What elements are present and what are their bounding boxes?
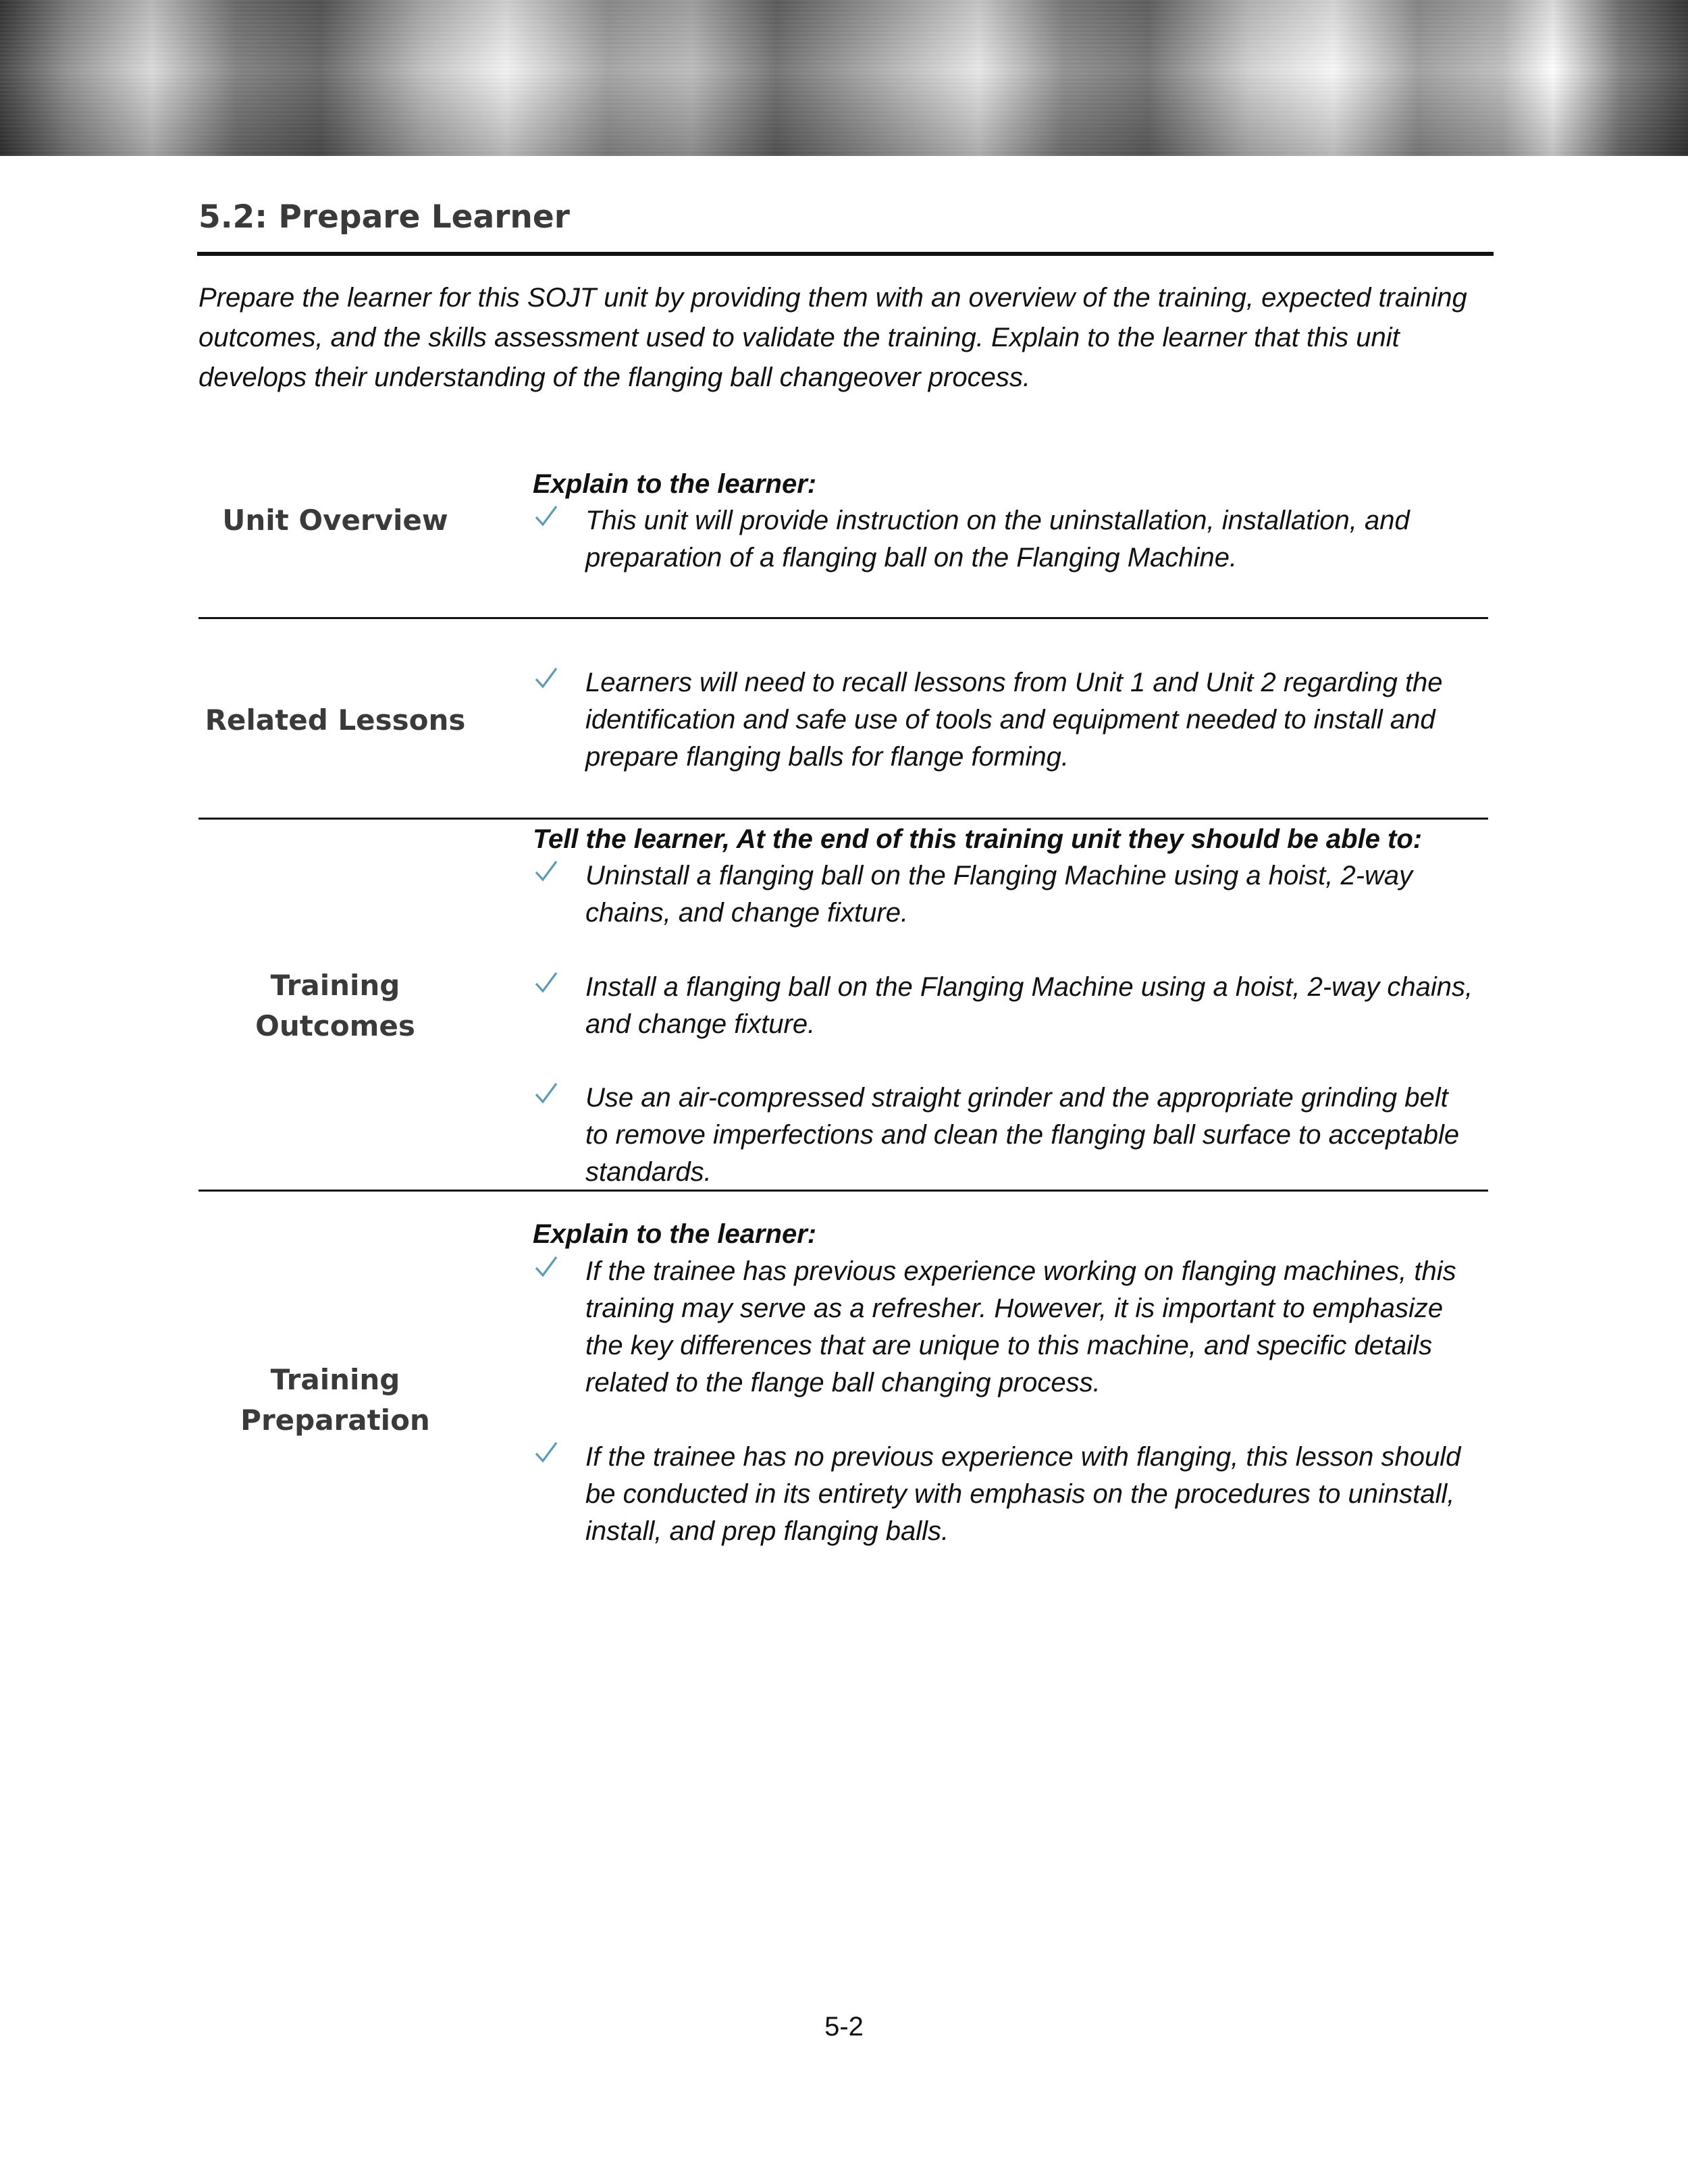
training-preparation-item bbox=[533, 1253, 1478, 1402]
training-preparation-label-line-1: Training bbox=[270, 1363, 400, 1396]
training-outcomes-label-line-2: Outcomes bbox=[255, 1009, 415, 1042]
checkmark-icon bbox=[533, 1253, 560, 1280]
checkmark-icon bbox=[533, 969, 560, 996]
training-preparation-item-text: If the trainee has no previous experience with flanging, this lesson should be conducted in its entirety with emphasis on the procedures to uninstall, install, and prep flanging balls. bbox=[585, 1442, 1461, 1546]
training-outcomes-item-text: Use an air-compressed straight grinder and the appropriate grinding belt to remove imperfections and clean the flanging ball surface to acceptable standards. bbox=[585, 1083, 1460, 1187]
section-divider bbox=[199, 617, 1488, 619]
related-lessons-item-text: Learners will need to recall lessons from Unit 1 and Unit 2 regarding the identification and safe use of tools and equipment needed to install and prepare flanging balls for flange forming. bbox=[585, 668, 1443, 772]
training-outcomes-item-text: Uninstall a flanging ball on the Flanging Machine using a hoist, 2-way chains, and change fixture. bbox=[585, 861, 1413, 928]
related-lessons-label bbox=[199, 700, 472, 741]
training-outcomes-item bbox=[533, 969, 1478, 1043]
checkmark-icon bbox=[533, 664, 560, 691]
training-preparation-heading: Explain to the learner: bbox=[533, 1219, 817, 1249]
training-outcomes-item bbox=[533, 857, 1478, 932]
checkmark-icon bbox=[533, 502, 560, 529]
checkmark-icon bbox=[533, 1439, 560, 1466]
training-preparation-item bbox=[533, 1439, 1478, 1550]
unit-overview-item bbox=[533, 502, 1478, 577]
unit-overview-label bbox=[199, 500, 472, 541]
training-preparation-label bbox=[199, 1360, 472, 1441]
intro-paragraph: Prepare the learner for this SOJT unit by providing them with an overview of the training, expected training outcomes, and the skills assessment used to validate the training. Explain to the learner that this unit develops their understanding of the flanging ball changeover process. bbox=[199, 283, 1467, 392]
checkmark-icon bbox=[533, 1080, 560, 1107]
training-preparation-label-line-2: Preparation bbox=[240, 1404, 430, 1437]
page-title: 5.2: Prepare Learner bbox=[199, 198, 570, 236]
title-rule bbox=[197, 252, 1494, 256]
checkmark-icon bbox=[533, 857, 560, 884]
training-outcomes-label-line-1: Training bbox=[270, 969, 400, 1002]
training-outcomes-label bbox=[199, 965, 472, 1046]
training-outcomes-heading: Tell the learner, At the end of this training unit they should be able to: bbox=[533, 824, 1423, 854]
related-lessons-item bbox=[533, 664, 1478, 776]
unit-overview-heading: Explain to the learner: bbox=[533, 469, 817, 499]
section-divider bbox=[199, 1190, 1488, 1192]
unit-overview-label-text: Unit Overview bbox=[222, 504, 448, 537]
page-number: 5-2 bbox=[824, 2012, 864, 2042]
training-outcomes-item-text: Install a flanging ball on the Flanging Machine using a hoist, 2-way chains, and change fixture. bbox=[585, 972, 1473, 1039]
section-divider bbox=[199, 818, 1488, 820]
unit-overview-item-text: This unit will provide instruction on the uninstallation, installation, and preparation of a flanging ball on the Flanging Machine. bbox=[585, 506, 1410, 572]
related-lessons-label-text: Related Lessons bbox=[205, 703, 466, 737]
training-preparation-item-text: If the trainee has previous experience working on flanging machines, this training may serve as a refresher. However, it is important to emphasize the key differences that are unique to this machine, and specific details related to the flange ball changing process. bbox=[585, 1256, 1456, 1397]
brushed-metal-banner bbox=[0, 0, 1688, 156]
training-outcomes-item bbox=[533, 1080, 1478, 1191]
